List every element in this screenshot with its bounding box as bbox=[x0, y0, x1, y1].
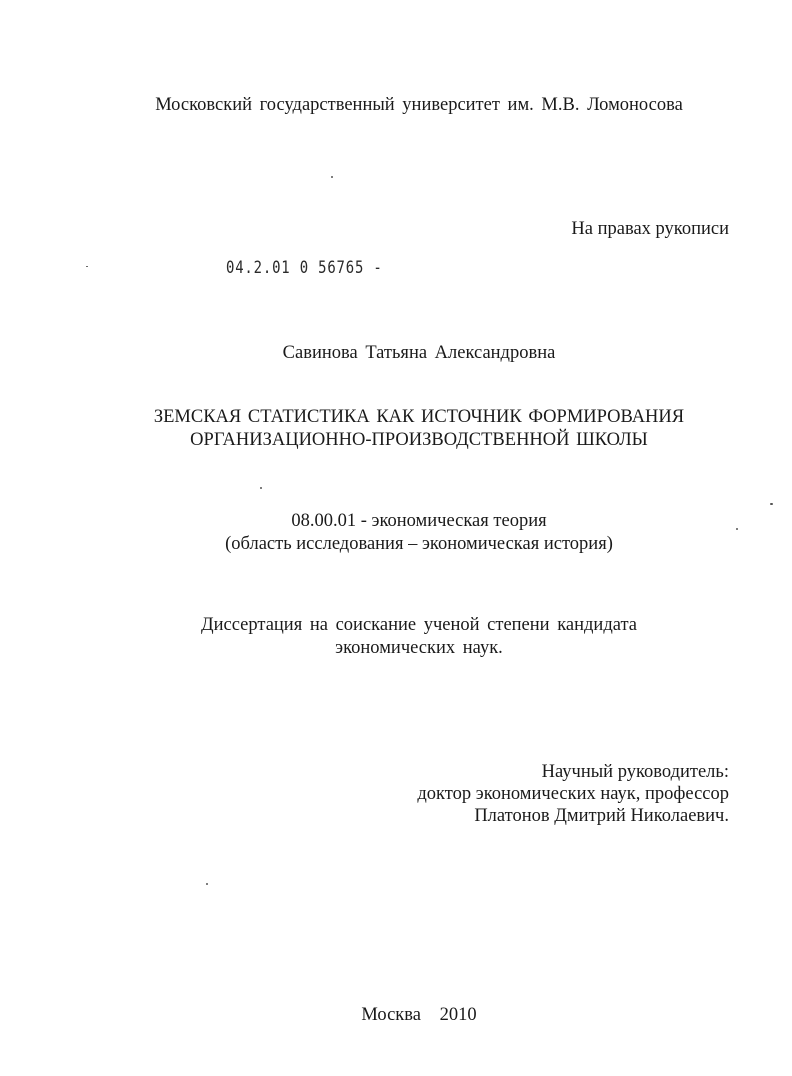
specialty-area: (область исследования – экономическая история) bbox=[225, 534, 613, 554]
supervisor-block bbox=[417, 761, 729, 827]
scan-speck bbox=[206, 883, 208, 885]
scan-speck bbox=[770, 503, 773, 505]
scan-speck bbox=[736, 528, 738, 530]
degree-line-2: экономических наук. bbox=[335, 638, 503, 658]
rights-note: На правах рукописи bbox=[571, 218, 729, 239]
supervisor-label: Научный руководитель: bbox=[541, 762, 729, 782]
specialty-block bbox=[0, 510, 792, 556]
specialty-code: 08.00.01 - экономическая теория bbox=[291, 511, 547, 531]
scan-speck bbox=[86, 266, 88, 267]
title-line-2: ОРГАНИЗАЦИОННО-ПРОИЗВОДСТВЕННОЙ ШКОЛЫ bbox=[190, 430, 648, 450]
author-name: Савинова Татьяна Александровна bbox=[282, 342, 556, 363]
dissertation-degree bbox=[0, 614, 792, 660]
supervisor-name: Платонов Дмитрий Николаевич. bbox=[474, 806, 729, 826]
scan-speck bbox=[331, 176, 333, 178]
dissertation-title bbox=[0, 406, 792, 452]
university-name: Московский государственный университет им. М.В. Ломоносова bbox=[155, 94, 683, 115]
city-year: Москва 2010 bbox=[361, 1004, 477, 1025]
title-line-1: ЗЕМСКАЯ СТАТИСТИКА КАК ИСТОЧНИК ФОРМИРОВАНИЯ bbox=[153, 407, 685, 427]
scan-speck bbox=[260, 487, 262, 489]
degree-line-1: Диссертация на соискание ученой степени кандидата bbox=[201, 615, 637, 635]
registration-stamp: 04.2.01 0 56765 - bbox=[226, 258, 383, 278]
supervisor-degree: доктор экономических наук, профессор bbox=[417, 784, 729, 804]
